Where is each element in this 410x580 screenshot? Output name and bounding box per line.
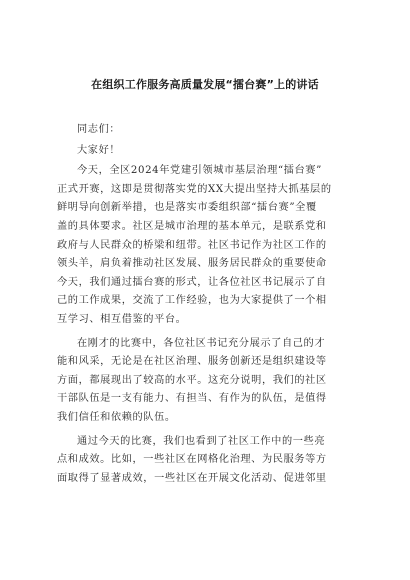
document-body bbox=[57, 121, 354, 488]
paragraph-3-line-3: 面取得了显著成效，一些社区在开展文化活动、促进邻里 bbox=[57, 472, 327, 484]
paragraph-1-line-6: 领头羊，肩负着推动社区发展、服务居民群众的重要使命 bbox=[57, 258, 327, 270]
paragraph-1-line-8: 己的工作成果，交流了工作经验，也为大家提供了一个相 bbox=[57, 295, 327, 307]
paragraph-1-line-2: 正式开赛，这即是贯彻落实党的XX大提出坚持大抓基层的 bbox=[57, 183, 332, 195]
paragraph-2-line-2: 能和风采，无论是在社区治理、服务创新还是组织建设等 bbox=[57, 356, 327, 368]
paragraph-2-line-5: 我们信任和依赖的队伍。 bbox=[57, 411, 176, 423]
paragraph-2-line-4: 干部队伍是一支有能力、有担当、有作为的队伍，是值得 bbox=[57, 393, 327, 405]
paragraph-1-line-7: 今天，我们通过擂台赛的形式，让各位社区书记展示了自 bbox=[57, 276, 327, 288]
paragraph-1-line-1: 今天，全区2024年党建引领城市基层治理“擂台赛” bbox=[77, 165, 322, 177]
paragraph-2-line-1: 在刚才的比赛中，各位社区书记充分展示了自己的才 bbox=[77, 337, 326, 349]
paragraph-1-line-9: 互学习、相互借鉴的平台。 bbox=[57, 313, 187, 325]
paragraph-1-line-3: 鲜明导向创新举措，也是落实市委组织部“擂台赛”全覆 bbox=[57, 202, 317, 214]
paragraph-2-line-3: 方面，都展现出了较高的水平。这充分说明，我们的社区 bbox=[57, 374, 327, 386]
salutation-line: 同志们： bbox=[77, 124, 121, 135]
greeting-line: 大家好！ bbox=[77, 144, 121, 156]
paragraph-1-line-4: 盖的具体要求。社区是城市治理的基本单元，是联系党和 bbox=[57, 220, 327, 232]
document-title: 在组织工作服务高质量发展“擂台赛”上的讲话 bbox=[91, 78, 319, 91]
paragraph-1-line-5: 政府与人民群众的桥梁和纽带。社区书记作为社区工作的 bbox=[57, 239, 327, 251]
paragraph-3-line-2: 点和成效。比如，一些社区在网格化治理、为民服务等方 bbox=[57, 454, 327, 466]
paragraph-3-line-1: 通过今天的比赛，我们也看到了社区工作中的一些亮 bbox=[77, 435, 326, 447]
